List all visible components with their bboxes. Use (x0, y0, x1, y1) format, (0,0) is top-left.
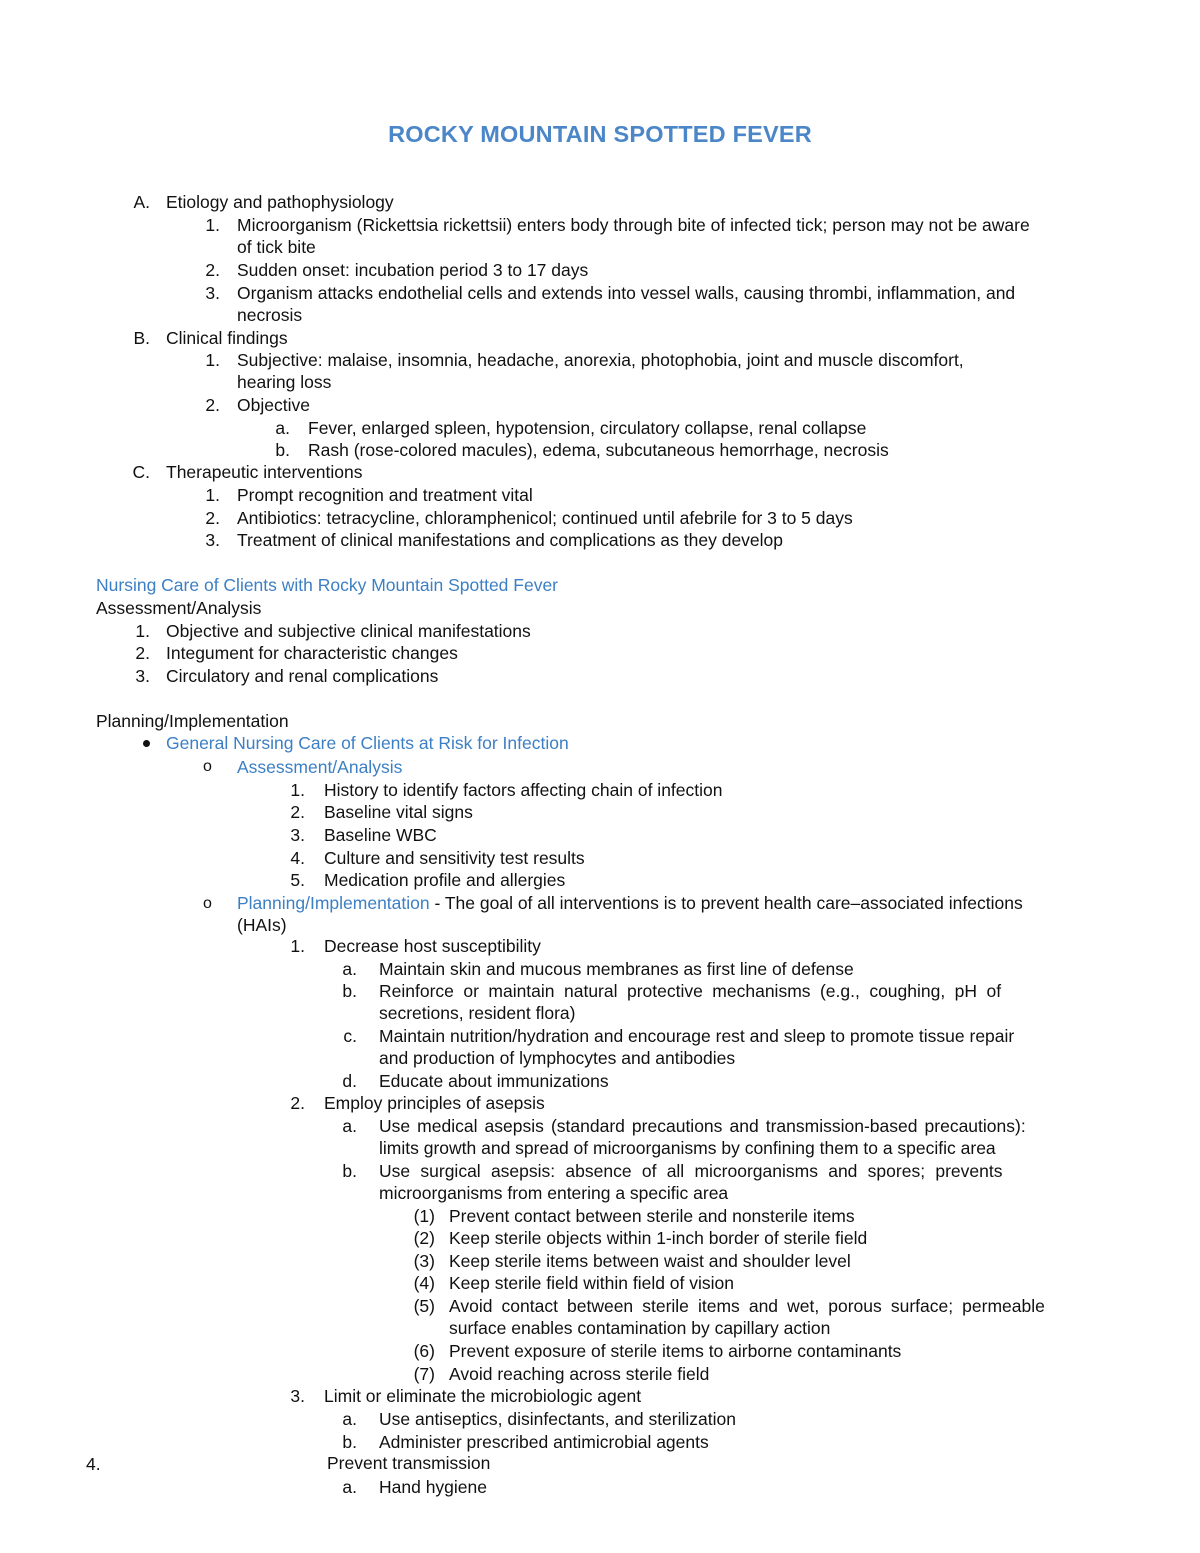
list-marker: a. (342, 1409, 357, 1429)
list-marker: B. (133, 328, 150, 348)
list-item-text: Prevent transmission (327, 1453, 491, 1473)
list-item-text: Sudden onset: incubation period 3 to 17 days (237, 260, 589, 280)
list-marker: (5) (413, 1296, 435, 1316)
list-marker: 2. (205, 508, 220, 528)
section-heading: Therapeutic interventions (166, 462, 363, 482)
list-item-text: Hand hygiene (379, 1477, 487, 1497)
bullet-dot (143, 740, 150, 747)
list-item-text: secretions, resident flora) (379, 1003, 576, 1023)
general-care-heading: General Nursing Care of Clients at Risk for Infection (166, 733, 569, 753)
list-item-text: Objective and subjective clinical manifestations (166, 621, 531, 641)
list-item-text: hearing loss (237, 372, 332, 392)
list-item-text: Prompt recognition and treatment vital (237, 485, 533, 505)
list-marker: 1. (205, 350, 220, 370)
planning-sub-line (237, 892, 1023, 914)
list-item-text: Reinforce or maintain natural protective mechanisms (e.g., coughing, pH of (379, 981, 1002, 1001)
list-item-text: Avoid reaching across sterile field (449, 1364, 710, 1384)
list-item-text: Circulatory and renal complications (166, 666, 439, 686)
list-marker: 5. (290, 870, 305, 890)
list-marker: 1. (290, 780, 305, 800)
list-item-text: and production of lymphocytes and antibodies (379, 1048, 736, 1068)
section-heading: Clinical findings (166, 328, 288, 348)
list-item-text: Subjective: malaise, insomnia, headache, anorexia, photophobia, joint and muscle discomfort, (237, 350, 964, 370)
list-item-text: surface enables contamination by capillary action (449, 1318, 831, 1338)
section-heading: Etiology and pathophysiology (166, 192, 394, 212)
list-item-text: necrosis (237, 305, 303, 325)
list-item-text: limits growth and spread of microorganisms by confining them to a specific area (379, 1138, 996, 1158)
list-item-text: History to identify factors affecting chain of infection (324, 780, 723, 800)
list-item-text: Baseline WBC (324, 825, 437, 845)
list-item-text: Maintain nutrition/hydration and encourage rest and sleep to promote tissue repair (379, 1026, 1015, 1046)
list-marker: 3. (290, 1386, 305, 1406)
list-item-text: Avoid contact between sterile items and wet, porous surface; permeable (449, 1296, 1045, 1316)
list-item-text: Baseline vital signs (324, 802, 473, 822)
list-marker: a. (342, 1477, 357, 1497)
list-marker: 2. (135, 643, 150, 663)
list-marker: (4) (413, 1273, 435, 1293)
list-item-text: of tick bite (237, 237, 316, 257)
list-item-text: Use surgical asepsis: absence of all microorganisms and spores; prevents (379, 1161, 1003, 1181)
list-item-text: Employ principles of asepsis (324, 1093, 545, 1113)
list-marker: 1. (135, 621, 150, 641)
list-item-text: Prevent contact between sterile and nonsterile items (449, 1206, 855, 1226)
planning-heading: Planning/Implementation (96, 711, 289, 731)
list-marker: A. (133, 192, 150, 212)
list-item-text: Medication profile and allergies (324, 870, 566, 890)
planning-goal-text: (HAIs) (237, 915, 287, 935)
list-marker: b. (342, 1161, 357, 1181)
list-item-text: Fever, enlarged spleen, hypotension, circulatory collapse, renal collapse (308, 418, 867, 438)
list-item-text: Educate about immunizations (379, 1071, 609, 1091)
list-marker: 4. (290, 848, 305, 868)
list-marker: (3) (413, 1251, 435, 1271)
list-marker: 1. (290, 936, 305, 956)
list-marker: d. (342, 1071, 357, 1091)
assessment-heading: Assessment/Analysis (96, 598, 262, 618)
list-item-text: Objective (237, 395, 310, 415)
list-item-text: Limit or eliminate the microbiologic agent (324, 1386, 642, 1406)
list-marker: b. (342, 1432, 357, 1452)
planning-goal-text: - The goal of all interventions is to prevent health care–associated infections (429, 893, 1023, 913)
list-item-text: Organism attacks endothelial cells and extends into vessel walls, causing thrombi, inflammation, and (237, 283, 1016, 303)
list-marker: C. (132, 462, 150, 482)
list-marker: a. (342, 1116, 357, 1136)
list-marker: 2. (290, 802, 305, 822)
list-item-text: Keep sterile field within field of vision (449, 1273, 735, 1293)
sub-bullet-marker: o (203, 758, 212, 775)
list-marker: (1) (413, 1206, 435, 1226)
list-item-text: Microorganism (Rickettsia rickettsii) enters body through bite of infected tick; person may not be aware (237, 215, 1030, 235)
page-title: ROCKY MOUNTAIN SPOTTED FEVER (388, 121, 812, 147)
list-marker: a. (342, 959, 357, 979)
list-marker: (2) (413, 1228, 435, 1248)
list-item-text: Prevent exposure of sterile items to airborne contaminants (449, 1341, 902, 1361)
list-item-text: Use medical asepsis (standard precautions and transmission-based precautions): (379, 1116, 1026, 1136)
list-marker: 1. (205, 485, 220, 505)
list-item-text: Antibiotics: tetracycline, chloramphenicol; continued until afebrile for 3 to 5 days (237, 508, 853, 528)
list-marker: b. (275, 440, 290, 460)
list-item-text: Administer prescribed antimicrobial agents (379, 1432, 709, 1452)
list-marker: 3. (205, 283, 220, 303)
list-marker: (7) (413, 1364, 435, 1384)
list-item-text: Keep sterile items between waist and shoulder level (449, 1251, 851, 1271)
sub-bullet-marker: o (203, 895, 212, 912)
list-item-text: Maintain skin and mucous membranes as first line of defense (379, 959, 854, 979)
nursing-heading: Nursing Care of Clients with Rocky Mountain Spotted Fever (96, 575, 559, 595)
list-item-text: Rash (rose-colored macules), edema, subcutaneous hemorrhage, necrosis (308, 440, 889, 460)
list-marker: 3. (135, 666, 150, 686)
list-marker: 3. (205, 530, 220, 550)
list-marker: b. (342, 981, 357, 1001)
list-item-text: microorganisms from entering a specific area (379, 1183, 729, 1203)
list-marker: 2. (290, 1093, 305, 1113)
list-item-text: Use antiseptics, disinfectants, and sterilization (379, 1409, 736, 1429)
list-marker: c. (343, 1026, 357, 1046)
list-item-text: Keep sterile objects within 1-inch border of sterile field (449, 1228, 868, 1248)
list-item-text: Treatment of clinical manifestations and complications as they develop (237, 530, 784, 550)
list-marker: (6) (413, 1341, 435, 1361)
planning-sub-heading: Planning/Implementation (237, 893, 430, 913)
list-marker: 1. (205, 215, 220, 235)
list-marker: 3. (290, 825, 305, 845)
list-item-text: Decrease host susceptibility (324, 936, 541, 956)
list-item-text: Culture and sensitivity test results (324, 848, 585, 868)
list-item-text: Integument for characteristic changes (166, 643, 458, 663)
assessment-sub-heading: Assessment/Analysis (237, 757, 403, 777)
list-marker: 4. (86, 1454, 101, 1474)
list-marker: a. (275, 418, 290, 438)
list-marker: 2. (205, 395, 220, 415)
list-marker: 2. (205, 260, 220, 280)
